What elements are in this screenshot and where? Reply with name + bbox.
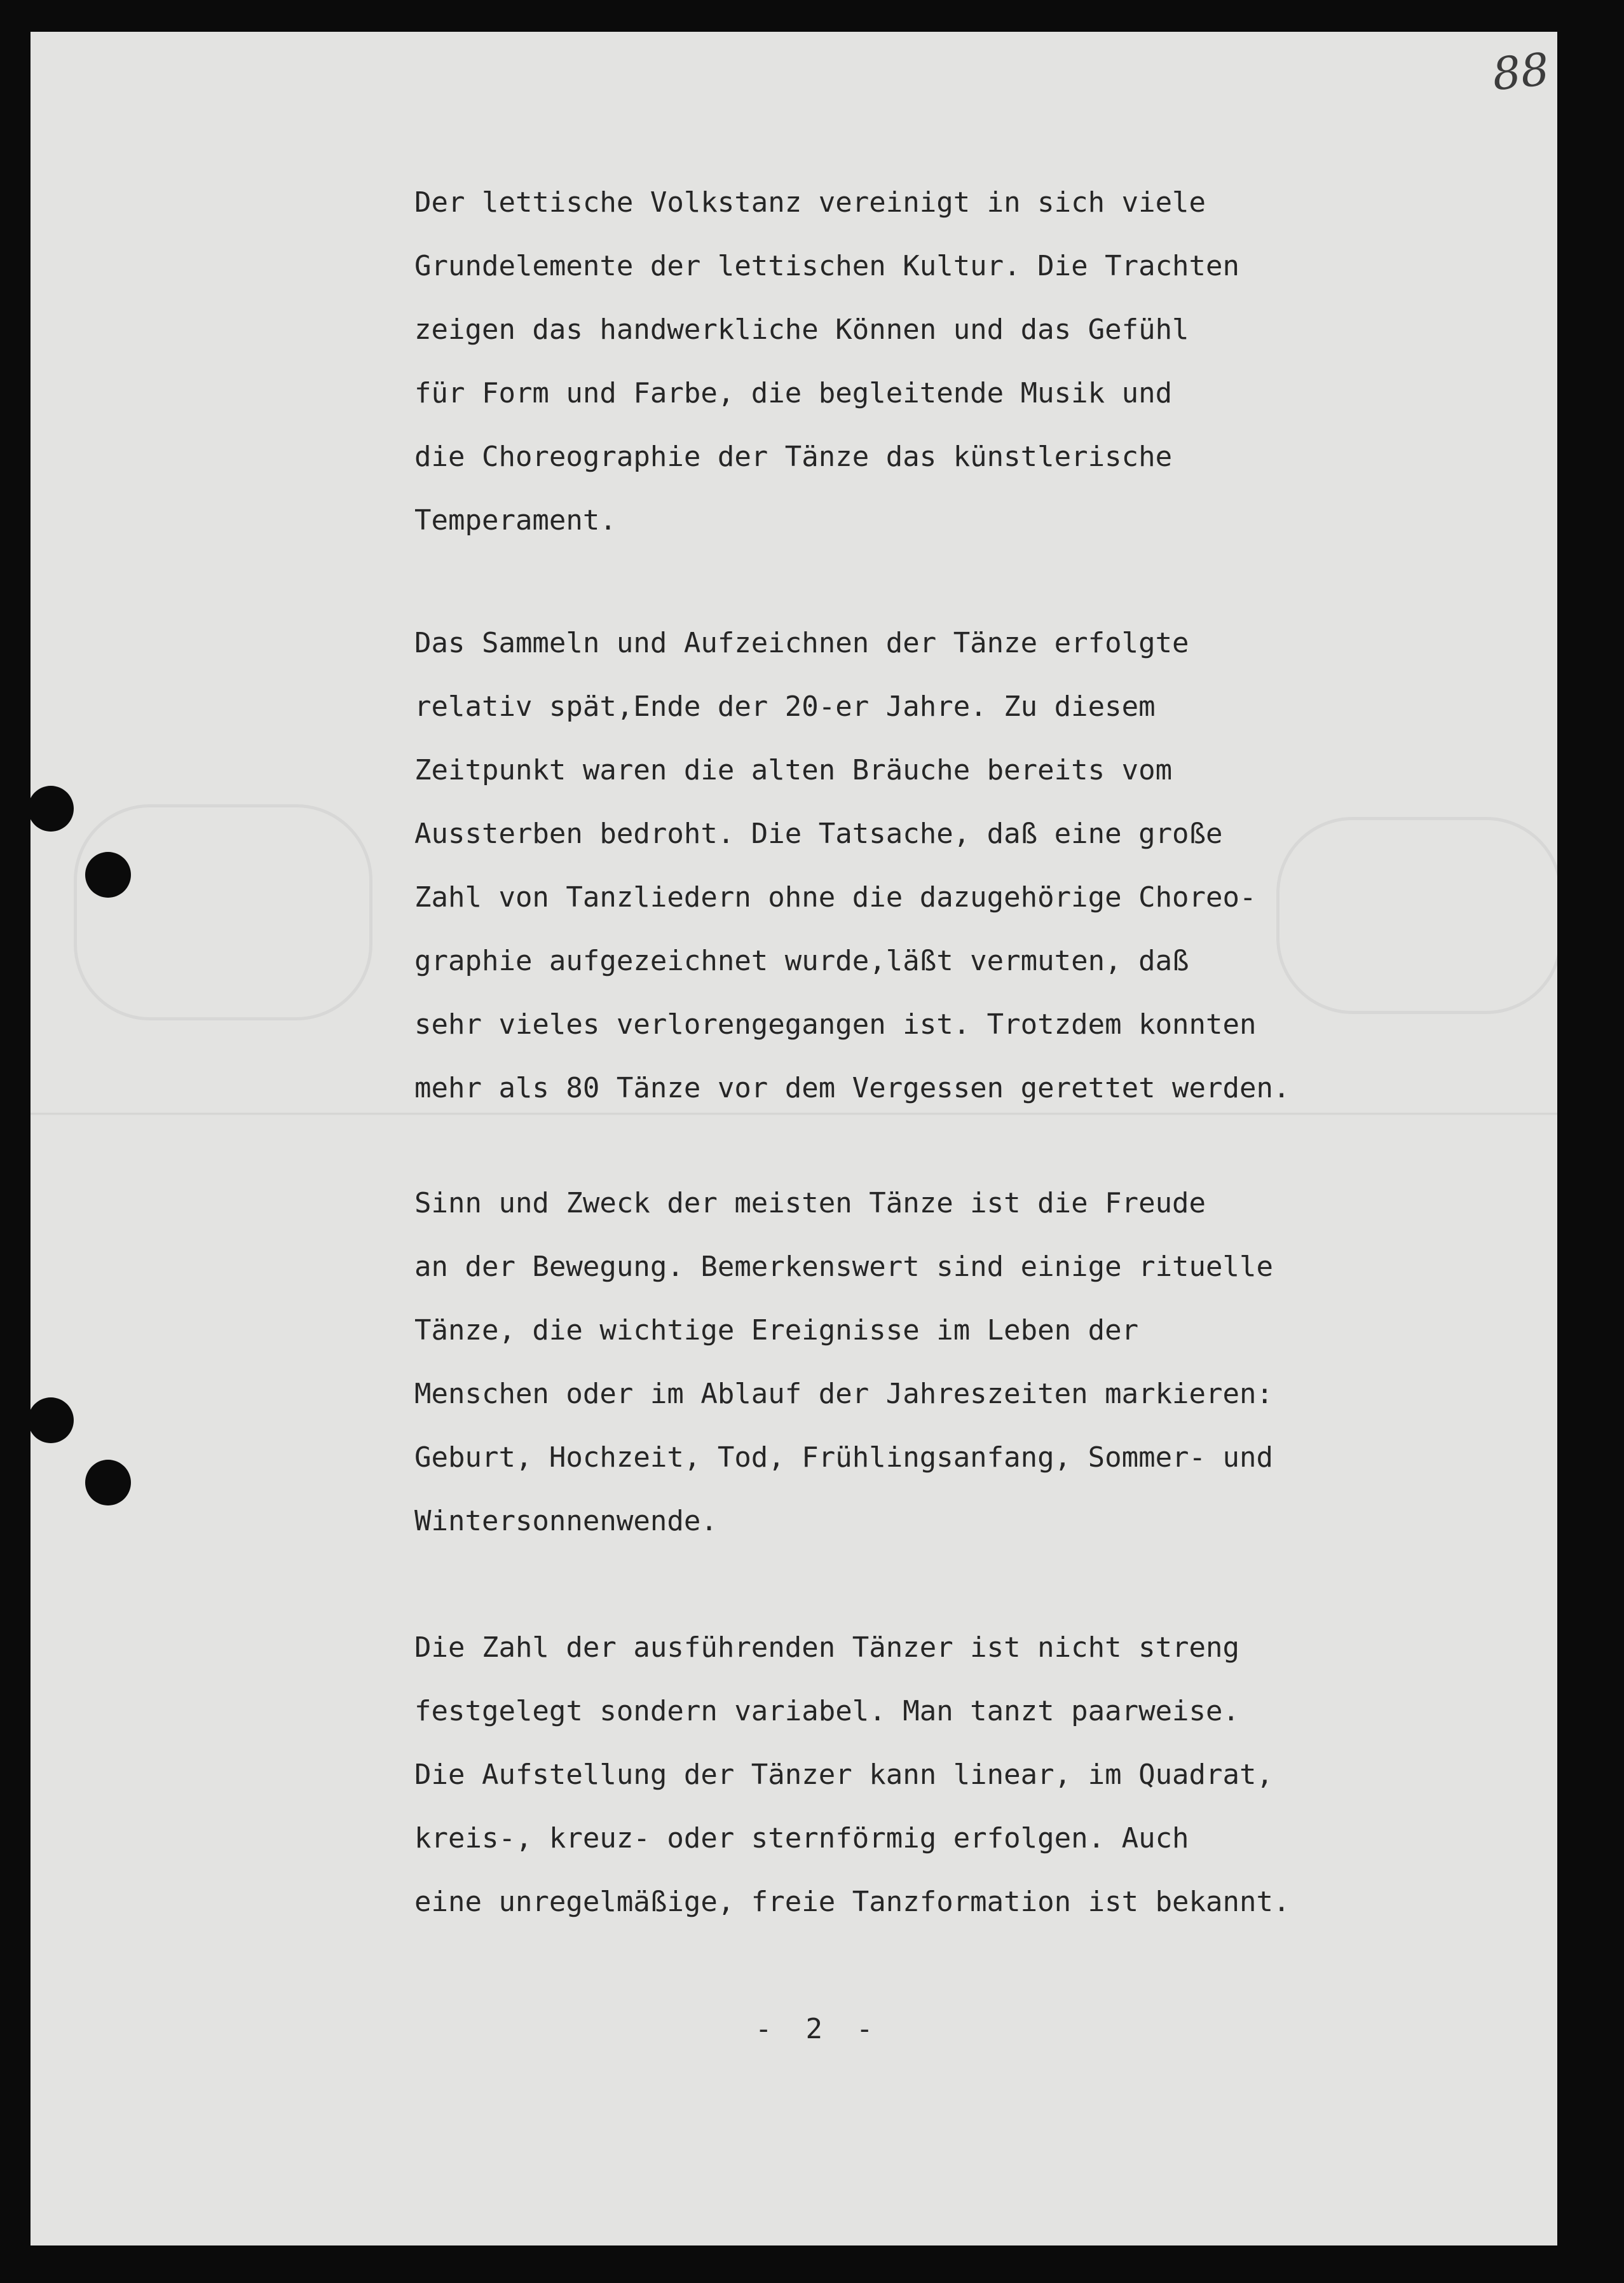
bleed-through-stamp-left (74, 804, 372, 1020)
text-line: mehr als 80 Tänze vor dem Vergessen gerettet werden. (414, 1072, 1290, 1104)
text-line: die Choreographie der Tänze das künstlerische (414, 441, 1173, 473)
text-line: Temperament. (414, 504, 617, 537)
punch-hole (31, 1397, 74, 1443)
text-line: Sinn und Zweck der meisten Tänze ist die Freude (414, 1187, 1206, 1219)
paragraph-4 (414, 1616, 1290, 1934)
bleed-through-stamp-right (1276, 817, 1557, 1014)
text-line: Grundelemente der lettischen Kultur. Die Trachten (414, 250, 1240, 282)
text-line: Geburt, Hochzeit, Tod, Frühlingsanfang, Sommer- und (414, 1441, 1274, 1474)
punch-hole (31, 786, 74, 832)
text-line: zeigen das handwerkliche Können und das Gefühl (414, 313, 1189, 346)
text-line: graphie aufgezeichnet wurde,läßt vermuten, daß (414, 945, 1189, 977)
text-line: Menschen oder im Ablauf der Jahreszeiten markieren: (414, 1378, 1274, 1410)
text-line: an der Bewegung. Bemerkenswert sind einige rituelle (414, 1251, 1274, 1283)
punch-hole (85, 1460, 131, 1505)
paragraph-1 (414, 171, 1239, 552)
page-number: - 2 - (755, 2013, 873, 2045)
text-line: sehr vieles verlorengegangen ist. Trotzdem konnten (414, 1008, 1257, 1041)
paragraph-2 (414, 612, 1290, 1120)
text-line: festgelegt sondern variabel. Man tanzt paarweise. (414, 1695, 1240, 1727)
text-line: Wintersonnenwende. (414, 1505, 718, 1537)
text-line: Tänze, die wichtige Ereignisse im Leben der (414, 1314, 1139, 1347)
text-line: eine unregelmäßige, freie Tanzformation ist bekannt. (414, 1886, 1290, 1918)
text-line: Der lettische Volkstanz vereinigt in sich viele (414, 186, 1206, 219)
text-line: Die Aufstellung der Tänzer kann linear, im Quadrat, (414, 1759, 1274, 1791)
paragraph-3 (414, 1172, 1273, 1553)
text-line: kreis-, kreuz- oder sternförmig erfolgen. Auch (414, 1822, 1189, 1855)
text-line: Zeitpunkt waren die alten Bräuche bereits vom (414, 754, 1173, 786)
handwritten-folio-number: 88 (1489, 43, 1552, 101)
document-page (31, 32, 1557, 2245)
text-line: Aussterben bedroht. Die Tatsache, daß eine große (414, 818, 1223, 850)
text-line: relativ spät,Ende der 20-er Jahre. Zu diesem (414, 690, 1156, 723)
text-line: für Form und Farbe, die begleitende Musik und (414, 377, 1173, 409)
text-line: Die Zahl der ausführenden Tänzer ist nicht streng (414, 1631, 1240, 1664)
punch-hole (85, 852, 131, 898)
text-line: Zahl von Tanzliedern ohne die dazugehörige Choreo- (414, 881, 1257, 914)
text-line: Das Sammeln und Aufzeichnen der Tänze erfolgte (414, 627, 1189, 659)
